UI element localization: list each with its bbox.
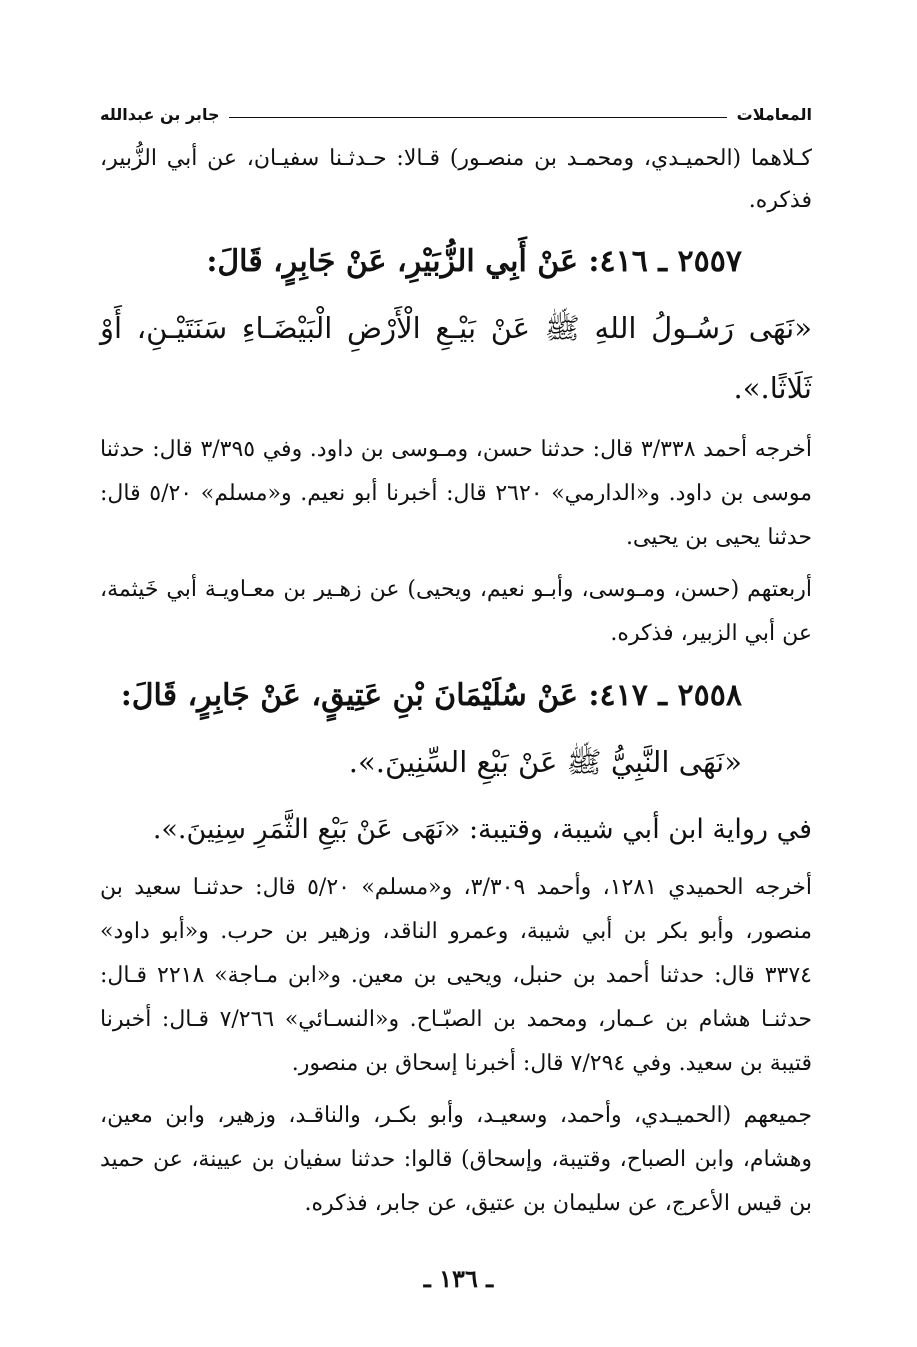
- hadith-2558-text: «نَهَى النَّبِيُّ ﷺ عَنْ بَيْعِ السِّنِينَ.».: [348, 745, 742, 779]
- hadith-2558-heading: ٢٥٥٨ ـ ٤١٧: عَنْ سُلَيْمَانَ بْنِ عَتِيقٍ، عَنْ جَابِرٍ، قَالَ:: [120, 678, 742, 713]
- header-rule: [229, 117, 726, 118]
- paragraph-chain-2: أربعتهم (حسن، ومـوسى، وأبـو نعيم، ويحيى) عن زهـير بن معـاويـة أبي خَيثمة، عن أبي الزبير، فذكره.: [100, 577, 812, 646]
- paragraph-takhrij-2: أخرجه الحميدي ١٢٨١، وأحمد ٣/٣٠٩، و«مسلم» ٥/٢٠ قال: حدثنـا سعيد بن منصور، وأبو بكر بن أبي شيبة، وعمرو الناقد، وزهير بن حرب. و«أبو داود» ٣٣٧٤ قال: حدثنا أحمد بن حنبل، ويحيى بن معين. و«ابن مـاجة» ٢٢١٨ قـال: حدثنـا هشام بن عـمار، ومحمد بن الصبّـاح. و«النسـائي» ٧/٢٦٦ قـال: أخبرنا قتيبة بن سعيد. وفي ٧/٢٩٤ قال: أخبرنا إسحاق بن منصور.: [100, 875, 813, 1076]
- paragraph-chain-1: كـلاهما (الحميـدي، ومحمـد بن منصـور) قـالا: حـدثـنا سفيـان، عن أبي الزُّبير، فذكره.: [100, 146, 812, 213]
- page-body: [100, 100, 812, 1234]
- running-header: [100, 100, 812, 128]
- hadith-2557-heading: ٢٥٥٧ ـ ٤١٦: عَنْ أَبِي الزُّبَيْرِ، عَنْ جَابِرٍ، قَالَ:: [206, 244, 742, 279]
- hadith-2557-text: «نَهَى رَسُـولُ اللهِ ﷺ عَنْ بَيْـعِ الْأَرْضِ الْبَيْضَـاءِ سَنَتَيْـنِ، أَوْ ثَلَاثًا.».: [100, 311, 812, 405]
- paragraph-chain-3: جميعهم (الحميـدي، وأحمد، وسعيـد، وأبو بكـر، والناقـد، وزهير، وابن معين، وهشام، وابن الصباح، وقتيبة، وإسحاق) قالوا: حدثنا سفيان بن عيينة، عن حميد بن قيس الأعرج، عن سليمان بن عتيق، عن جابر، فذكره.: [100, 1103, 812, 1216]
- paragraph-takhrij-1: أخرجه أحمد ٣/٣٣٨ قال: حدثنا حسن، ومـوسى بن داود. وفي ٣/٣٩٥ قال: حدثنا موسى بن داود. و«الدارمي» ٢٦٢٠ قال: أخبرنا أبو نعيم. و«مسلم» ٥/٢٠ قال: حدثنا يحيى بن يحيى.: [100, 437, 812, 550]
- header-chapter-title: المعاملات: [736, 104, 812, 124]
- header-companion-name: جابر بن عبدالله: [100, 104, 220, 124]
- narration-variant: في رواية ابن أبي شيبة، وقتيبة: «نَهَى عَنْ بَيْعِ الثَّمَرِ سِنِينَ.».: [152, 814, 812, 845]
- page-number: ـ ١٣٦ ـ: [423, 1264, 494, 1293]
